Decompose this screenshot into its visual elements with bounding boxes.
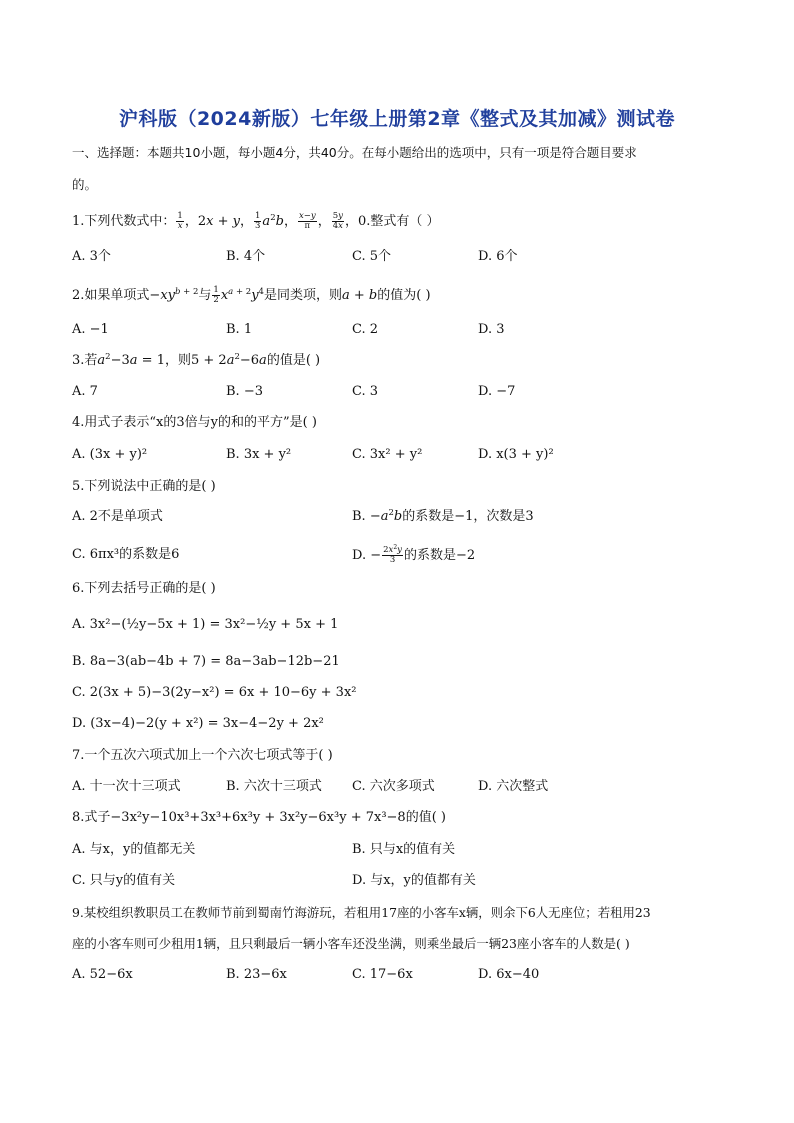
q8-option-c[interactable]: C. 只与y的值有关 <box>72 873 176 888</box>
q7-option-a[interactable]: A. 十一次十三项式 <box>72 779 181 794</box>
q5-option-c[interactable]: C. 6πx³的系数是6 <box>72 547 180 562</box>
q1-option-a[interactable]: A. 3个 <box>72 249 111 264</box>
q1-option-c[interactable]: C. 5个 <box>352 249 392 264</box>
q5-option-a[interactable]: A. 2不是单项式 <box>72 509 163 524</box>
q8-option-b[interactable]: B. 只与x的值有关 <box>352 842 456 857</box>
section-header-line2: 的。 <box>72 177 98 192</box>
q9-stem-line2: 座的小客车则可少租用1辆，且只剩最后一辆小客车还没坐满，则乘坐最后一辆23座小客车的人数是( ) <box>72 936 630 951</box>
q8-option-d[interactable]: D. 与x，y的值都有关 <box>352 873 476 888</box>
q9-option-b[interactable]: B. 23−6x <box>226 967 287 982</box>
q5-stem: 5.下列说法中正确的是( ) <box>72 479 216 494</box>
q4-option-b[interactable]: B. 3x + y² <box>226 447 292 462</box>
page-title: 沪科版（2024新版）七年级上册第2章《整式及其加减》测试卷 <box>118 108 676 130</box>
q9-option-c[interactable]: C. 17−6x <box>352 967 413 982</box>
q7-option-c[interactable]: C. 六次多项式 <box>352 779 435 794</box>
q9-option-d[interactable]: D. 6x−40 <box>478 967 540 982</box>
q3-option-c[interactable]: C. 3 <box>352 384 379 399</box>
q6-option-c[interactable]: C. 2(3x + 5)−3(2y−x²) = 6x + 10−6y + 3x² <box>72 685 357 700</box>
section-header-line1: 一、选择题：本题共10小题，每小题4分，共40分。在每小题给出的选项中，只有一项是符合题目要求 <box>72 145 637 160</box>
q4-option-d[interactable]: D. x(3 + y)² <box>478 447 554 462</box>
q7-stem: 7.一个五次六项式加上一个六次七项式等于( ) <box>72 748 333 763</box>
q6-option-b[interactable]: B. 8a−3(ab−4b + 7) = 8a−3ab−12b−21 <box>72 654 340 669</box>
q1-option-d[interactable]: D. 6个 <box>478 249 518 264</box>
q3-stem: 3.若$a^2-3a = 1$，则$5 + 2a^2-6a$的值是( ) <box>72 352 321 368</box>
q1-stem: 1.下列代数式中： $\frac{1}{x}$ ，2x + y， $\frac{1}{3}$ $a^2b$， $\frac{x-y}{\pi}$ ， $\frac{5y}{4x}$ ，0.整式有（ ） <box>72 211 440 231</box>
q5-option-b[interactable]: B. $-a^2b$的系数是−1，次数是3 <box>352 508 534 524</box>
q2-option-b[interactable]: B. 1 <box>226 322 253 337</box>
q8-option-a[interactable]: A. 与x，y的值都无关 <box>72 842 196 857</box>
q2-stem: 2.如果单项式$-xy^{b + 2}$与 $\frac{1}{2}$ $x^{a + 2}y^4$是同类项，则a + b的值为( ) <box>72 285 431 305</box>
q2-option-d[interactable]: D. 3 <box>478 322 505 337</box>
q2-option-c[interactable]: C. 2 <box>352 322 379 337</box>
q6-stem: 6.下列去括号正确的是( ) <box>72 581 216 596</box>
q4-option-c[interactable]: C. 3x² + y² <box>352 447 423 462</box>
q8-stem: 8.式子−3x²y−10x³+3x³+6x³y + 3x²y−6x³y + 7x³−8的值( ) <box>72 810 446 825</box>
q3-option-b[interactable]: B. −3 <box>226 384 263 399</box>
q5-option-d[interactable]: D. − $\frac{2x^2y}{3}$ 的系数是−2 <box>352 544 476 565</box>
q9-stem-line1: 9.某校组织教职员工在教师节前到蜀南竹海游玩，若租用17座的小客车x辆，则余下6人无座位；若租用23 <box>72 905 651 920</box>
q6-option-a[interactable]: A. 3x²−(½y−5x + 1) = 3x²−½y + 5x + 1 <box>72 617 339 632</box>
q9-option-a[interactable]: A. 52−6x <box>72 967 133 982</box>
q4-stem: 4.用式子表示“x的3倍与y的和的平方”是( ) <box>72 415 317 430</box>
q7-option-d[interactable]: D. 六次整式 <box>478 779 549 794</box>
q3-option-a[interactable]: A. 7 <box>72 384 98 399</box>
q4-option-a[interactable]: A. (3x + y)² <box>72 447 148 462</box>
q6-option-d[interactable]: D. (3x−4)−2(y + x²) = 3x−4−2y + 2x² <box>72 716 324 731</box>
q7-option-b[interactable]: B. 六次十三项式 <box>226 779 322 794</box>
q3-option-d[interactable]: D. −7 <box>478 384 516 399</box>
q2-option-a[interactable]: A. −1 <box>72 322 109 337</box>
q1-option-b[interactable]: B. 4个 <box>226 249 266 264</box>
